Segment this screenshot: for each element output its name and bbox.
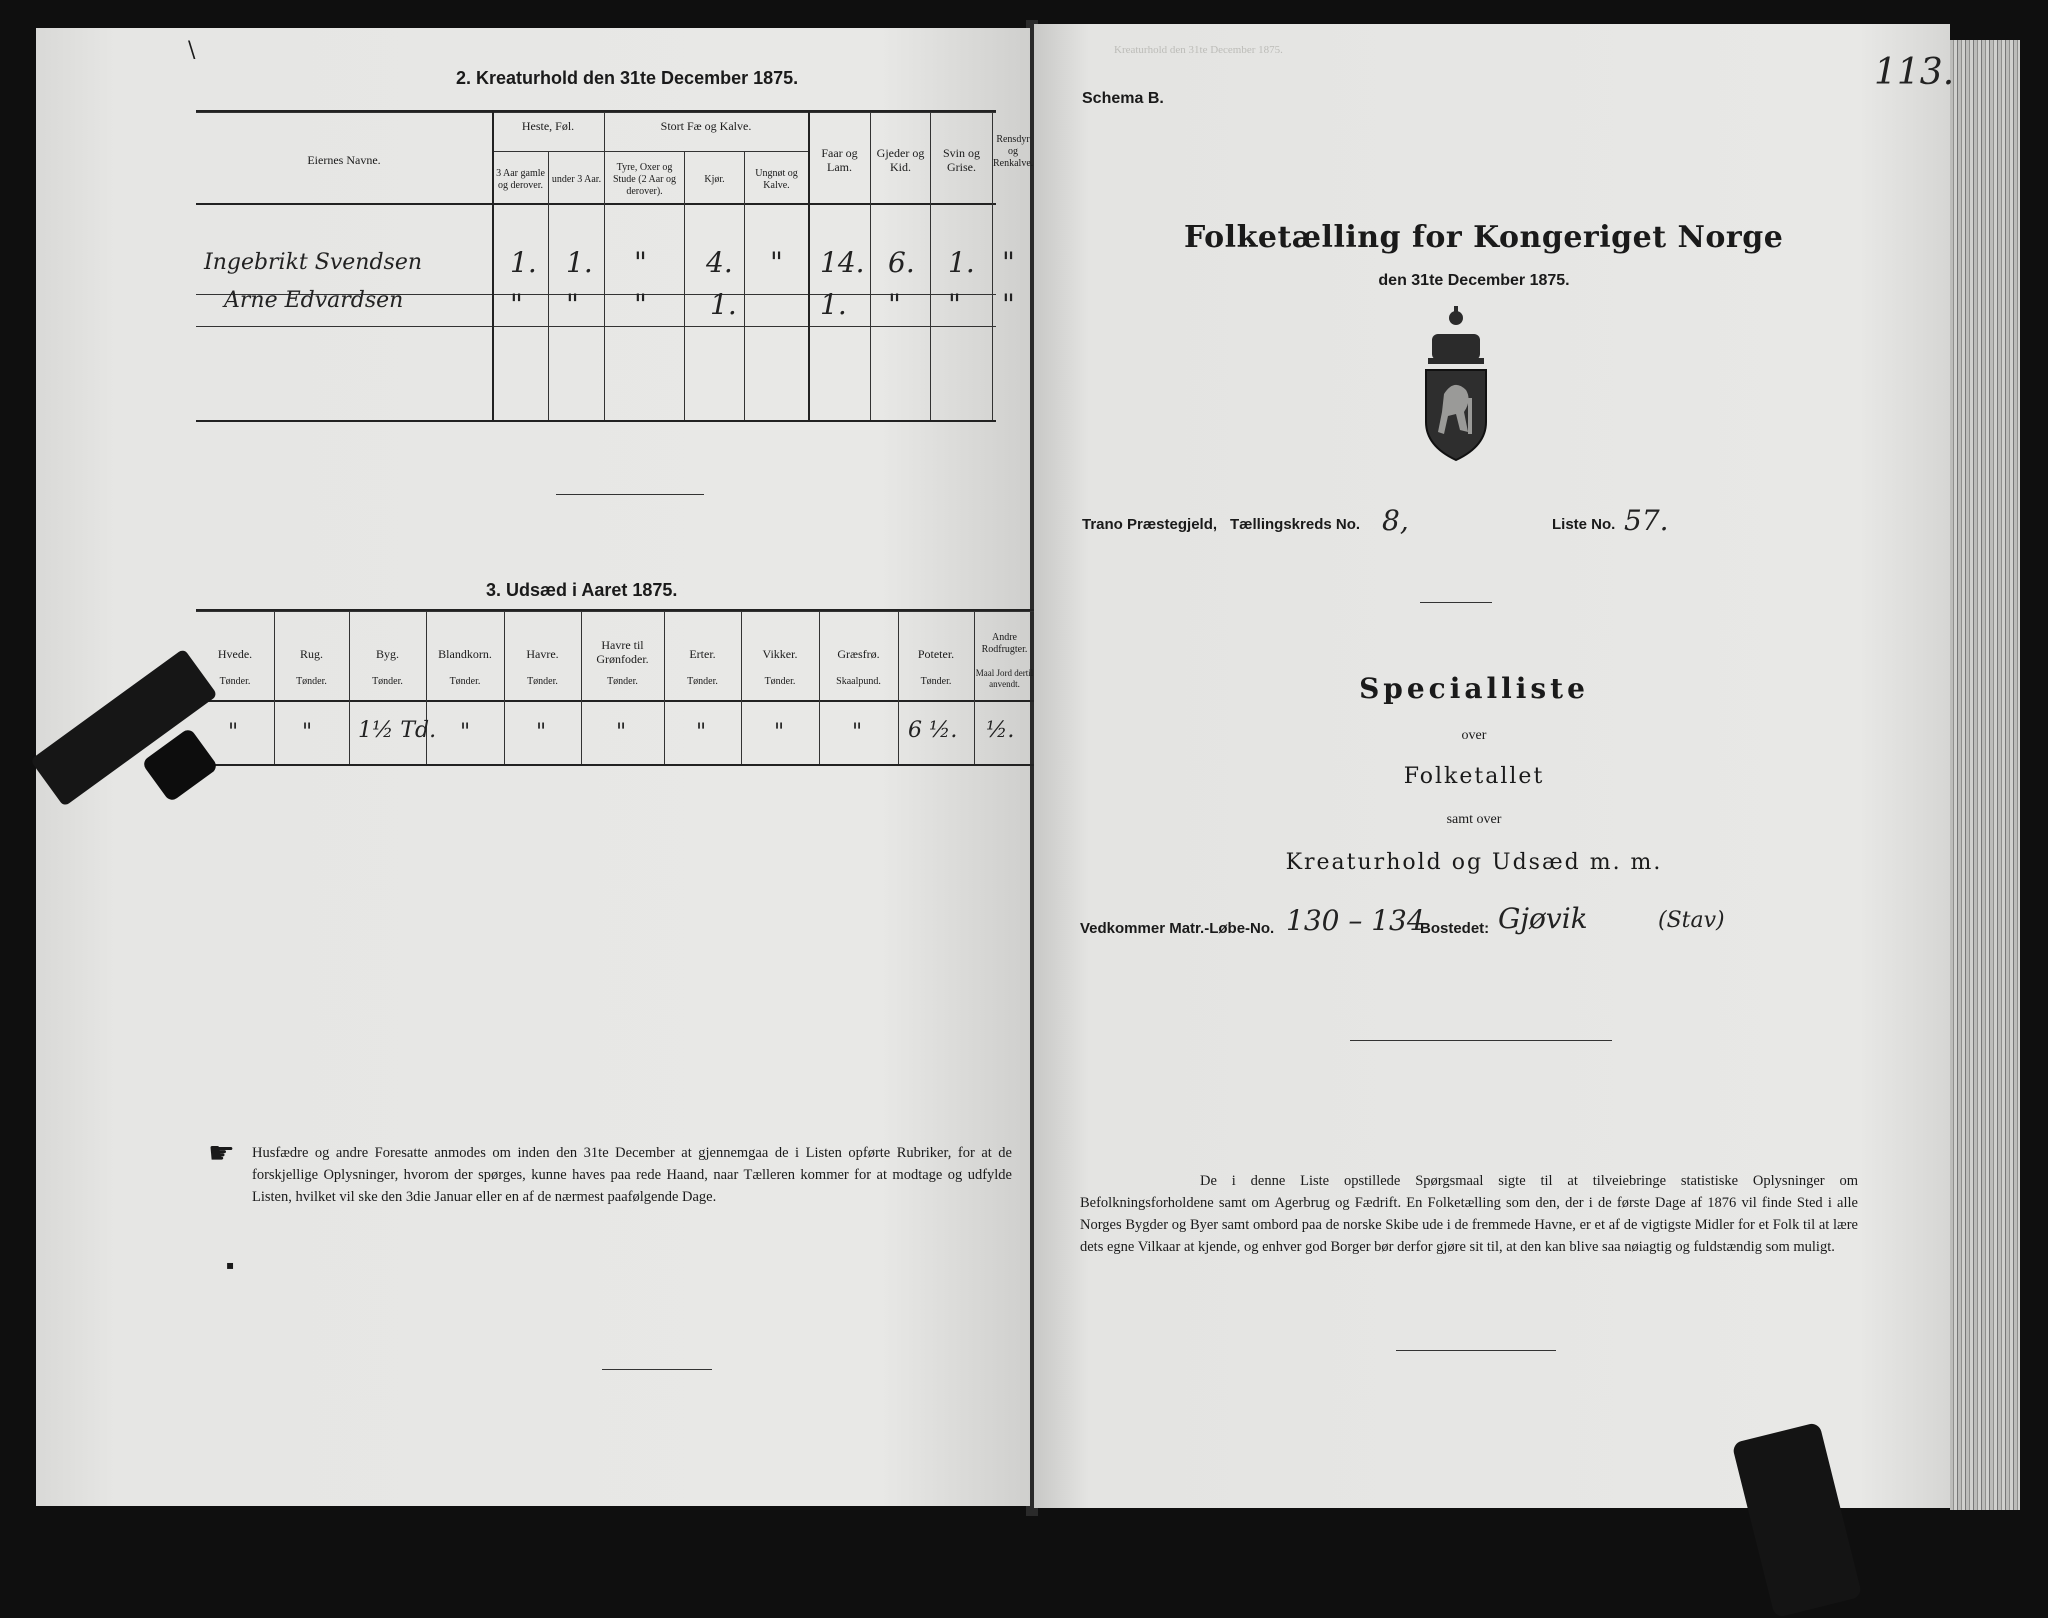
kreaturhold-title: 2. Kreaturhold den 31te December 1875. — [456, 68, 799, 88]
owner-name: Arne Edvardsen — [224, 288, 404, 313]
col-header: Græsfrø. — [837, 647, 880, 661]
cell-value: 1. — [820, 288, 847, 321]
cell-value: " — [948, 288, 961, 321]
divider — [556, 494, 704, 495]
cell-value: 1. — [510, 246, 537, 279]
col-header: Rug. — [299, 647, 323, 661]
col-header: Havre til Grønfoder. — [596, 638, 649, 666]
cattle-header: Stort Fæ og Kalve. — [660, 119, 752, 133]
cell-value: 1½ Td. — [358, 718, 437, 743]
schema-label: Schema B. — [1082, 90, 1164, 107]
cell-value: 6 ½. — [908, 718, 958, 743]
intro-text: De i denne Liste opstillede Spørgsmaal sigte til at tilveiebringe statistiske Oplysninger om Befolkningsforholdene samt om Agerbrug og Fædrift. En Folketælling som den, der i de første Dage af 1876 vil finde Sted i alle Norges Bygder og Byer samt ombord paa de norske Skibe ude i de fremmede Havne, er et af de vigtigste Midler for et Folk til at lære dets egne Vilkaar at kjende, og enhver god Borger bør derfor gjøre sit til, at den kan blive saa nøiagtig og fuldstændig som muligt. — [1080, 1173, 1858, 1255]
unit-label: Tønder. — [607, 676, 638, 687]
divider — [1420, 602, 1492, 603]
subheader-cows: Kjør. — [704, 174, 725, 185]
subheader-bulls: Tyre, Oxer og Stude (2 Aar og derover). — [612, 162, 677, 197]
owner-name: Ingebrikt Svendsen — [204, 250, 423, 275]
page-edges — [1950, 40, 2020, 1510]
reindeer-header: Rensdyr og Renkalve. — [993, 134, 1034, 169]
col-header: Byg. — [375, 647, 399, 661]
unit-label: Tønder. — [687, 676, 718, 687]
cell-value: " — [770, 246, 783, 279]
cell-value: 6. — [888, 246, 915, 279]
cell-value: " — [634, 246, 647, 279]
unit-label: Tønder. — [764, 676, 796, 687]
corner-mark: \ — [188, 38, 196, 63]
page-number: 113. — [1874, 52, 1955, 93]
cell-value: " — [888, 288, 901, 321]
list-value: 57. — [1624, 504, 1669, 537]
cell-value: " — [536, 720, 547, 745]
subheader-calves: Ungnøt og Kalve. — [755, 168, 798, 191]
cell-value: " — [228, 720, 239, 745]
subheader-horse-old: 3 Aar gamle og derover. — [496, 168, 545, 191]
main-subtitle: den 31te December 1875. — [1378, 272, 1570, 289]
col-header: Vikker. — [762, 647, 798, 661]
cell-value: " — [774, 720, 785, 745]
matr-label: Vedkommer Matr.-Løbe-No. — [1080, 920, 1275, 937]
col-header: Poteter. — [917, 647, 955, 661]
unit-label: Tønder. — [920, 676, 952, 687]
unit-label: Skaalpund. — [836, 676, 881, 687]
udsaed-title: 3. Udsæd i Aaret 1875. — [486, 580, 678, 600]
unit-label: Tønder. — [449, 676, 481, 687]
cell-value: ½. — [986, 718, 1015, 743]
pointing-hand-icon: ☛ — [208, 1136, 235, 1171]
col-header: Blandkorn. — [438, 647, 492, 661]
bosted-label: Bostedet: — [1420, 920, 1490, 937]
ink-mark-icon: ▪ — [226, 1258, 235, 1272]
cell-value: " — [1002, 246, 1015, 279]
over-label: over — [1461, 728, 1487, 743]
divider — [602, 1369, 712, 1370]
goats-header: Gjeder og Kid. — [876, 146, 925, 174]
cell-value: " — [1002, 288, 1015, 321]
parish-label: Trano Præstegjeld, — [1082, 516, 1218, 533]
col-header: Hvede. — [217, 647, 253, 661]
folketallet-label: Folketallet — [1403, 764, 1545, 789]
main-title: Folketælling for Kongeriget Norge — [1184, 220, 1784, 255]
divider — [1350, 1040, 1612, 1041]
notice-text: Husfædre og andre Foresatte anmodes om inden den 31te December at gjennemgaa de i Listen opførte Rubriker, for at de forskjellige Oplysninger, hvorom der spørges, kunne haves paa rede Haand, naar Tælleren kommer for at modtage og udfylde Listen, hvilket vil ske den 3die Januar eller en af de nærmest paafølgende Dage. — [252, 1145, 1012, 1205]
cell-value: 1. — [948, 246, 975, 279]
unit-label: Tønder. — [527, 676, 558, 687]
unit-label: Tønder. — [372, 676, 403, 687]
list-label: Liste No. — [1552, 516, 1616, 533]
cell-value: 14. — [820, 246, 865, 279]
cell-value: " — [510, 288, 523, 321]
horses-header: Heste, Føl. — [521, 119, 575, 133]
district-label: Tællingskreds No. — [1230, 516, 1361, 533]
cell-value: 1. — [566, 246, 593, 279]
cell-value: " — [852, 720, 863, 745]
district-value: 8, — [1382, 504, 1409, 537]
cell-value: 4. — [706, 246, 733, 279]
special-title: Specialliste — [1359, 672, 1589, 705]
cell-value: " — [302, 720, 313, 745]
right-page: Kreaturhold den 31te December 1875. Schema B. 113. Folketælling for Kongeriget Norge den 31te December 1875. Trano Præstegjeld, Tællingskreds No. 8, Liste No. 57. Specialliste over Folketallet samt over Kreaturhold og Udsæd m. m. Vedkommer Matr.-Løbe-No. 130 – 134 Bostedet: Gjøvik (Stav) De i denne Liste opstillede Spørgsmaal sigte til at tilveiebringe statistiske Oplysninger om Befolkningsforholdene samt om Agerbrug og Fædrift. En Folketælling som den, der i de første Dage af 1876 vil finde Sted i alle Norges Bygder og Byer samt ombord paa de norske Skibe ude i de fremmede Havne, er et af de vigtigste Midler for et Folk til at lære dets egne Vilkaar at kjende, og enhver god Borger bør derfor gjøre sit til, at den kan blive saa nøiagtig og fuldstændig som muligt. — [1034, 24, 1950, 1508]
col-header: Erter. — [689, 647, 716, 661]
divider — [1396, 1350, 1556, 1351]
pigs-header: Svin og Grise. — [942, 146, 980, 174]
subheader-horse-young: under 3 Aar. — [551, 174, 602, 185]
cell-value: 1. — [710, 288, 737, 321]
sheep-header: Faar og Lam. — [821, 146, 858, 174]
cell-value: " — [460, 720, 471, 745]
unit-label: Tønder. — [296, 676, 327, 687]
col-header: Andre Rodfrugter. — [981, 632, 1028, 655]
unit-label: Maal Jord dertil anvendt. — [975, 668, 1034, 689]
bosted-note: (Stav) — [1658, 908, 1725, 933]
coat-of-arms-icon — [1414, 304, 1498, 464]
col-header: Havre. — [526, 647, 559, 661]
matr-value: 130 – 134 — [1286, 904, 1425, 937]
samt-over-label: samt over — [1446, 812, 1502, 827]
cell-value: " — [696, 720, 707, 745]
cell-value: " — [566, 288, 579, 321]
owner-header: Eiernes Navne. — [307, 153, 381, 167]
cell-value: " — [634, 288, 647, 321]
bosted-value: Gjøvik — [1498, 902, 1588, 935]
cell-value: " — [616, 720, 627, 745]
unit-label: Tønder. — [219, 676, 251, 687]
kreaturhold-label: Kreaturhold og Udsæd m. m. — [1285, 850, 1663, 875]
